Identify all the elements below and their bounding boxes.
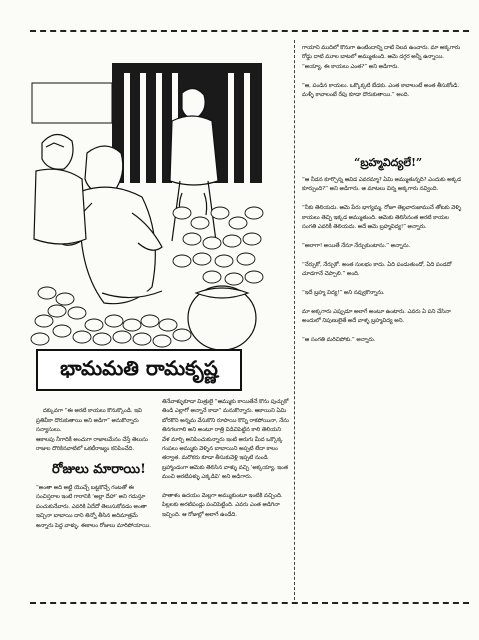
section-heading-left: రోజులు మారాయి! xyxy=(52,462,146,477)
column-divider xyxy=(294,40,295,600)
illustration-caption: భామమతి రామకృష్ణ xyxy=(36,349,242,391)
right-column-top-text: గాయాని ముదిలో కొనుగా ఉంటిందాన్ని దాటి నిలవ ఉంచారు. మా అక్కగారు రోడ్డు దాటి మూల బాటలో అమ్ముతుంది. ఆమె దగ్గర అన్నీ ఉన్నాయి. “అయ్యా, ఈ కాయలు ఎంత?” అని అడిగారు. “ఆ, పండిన కాయలు. ఒక్కొక్కటి బేడకు. ఎంత కావాలంటే అంత తీసుకోండి. మళ్ళీ కావాలంటే రేపు కూడా దొరుకుతాయి.” అంది. xyxy=(302,45,461,99)
top-dashed-border xyxy=(30,30,469,32)
left-column-intro: దక్కువగా “ఈ అరటి కాయలు కొనుక్కొండి. ఇవి ప్రతివీకా దొరుకుతాయి అని అడిగా” అనుకొన్నారు సన్యాసులు. ఆకాలపు నీగాదికీ అంచుగా రాజాలమేనం చేస్తే తెలుసు రాజుల దొరికినవాటిలో ఒకటీరాజ్యం కనిపించేది. xyxy=(36,408,148,453)
middle-column-text: తినేవాళ్ళుకూడా మిత్రులై “ఆమ్ముకు కాయితేనే కొను పుచ్చుకో తిండి ఎల్లాగో అన్నానే కాడా” మనుకొన్నారు. ఆకాయిని ఏమి బోరకొని అన్నమ వేసుకొని రూపాయి కొన్ని రాకపోయినా, నేను తినగలగాలి అని అంటూ రాత్రి విడిచిపెట్టిన కాలి తెలియని వేళ మార్చి అనిపించుకున్నారు ఇంటి అరుగు మీద ఒక్కొక్క గంపలు అమ్ముకు వెళ్ళిన బాబాయిని అప్పటి లేదా కాలం తర్వాత. మరొకరు కూడా తీసుకువెళ్లి ఇప్పటి నుండి బ్రహ్మాండంగా ఆమెకు తెలిసిన వాళ్ళు వచ్చి ‘అక్కయ్యా, ఇంత మంచి అరటిపళ్ళు ఎక్కడివి’ అని అడిగారు. పాతాళం ఉదయం మెల్లగా అమ్ముకుంటూ ఇంటికి వచ్చింది. పిల్లలకు అరటిపండ్లు పంచిపెట్టింది. ఎవరు ఎంత అడిగినా ఇచ్చింది. ఆ రోజుల్లో అలాగే ఉండేది. xyxy=(162,399,289,518)
left-column-continued: “అంతా అది అట్టి యొచ్చే బట్టకొచ్చే గంటతో ఈ సంచిస్తరాల ఇంటి గారానికి ‘అల్లా దేహా’ అని గడుస్తూ పంచుకునేవారు. ఎవరికి ఏదేదో తెలుసుకోవడం అంతా ఇచ్చినా బాబాయి దాని తిన్నో తీసిన అదిమాత్రమే అన్నారు పెద్ద వాళ్ళు. ఈకాలం రోజులు మారిపోయాయి. xyxy=(36,485,151,529)
bottom-dashed-border xyxy=(30,602,469,604)
right-column-continued: “ఆ నీడన కూర్చొన్న ఆవిడ ఎవరమ్మా? ఏమి అమ్ముతున్నది? ఎందుకు అక్కడ కూర్చుంది?” అని అడిగారు. ఆ మాటలు విన్న అక్కగారు నవ్వింది. “నీకు తెలియదు. ఆమె పేరు భాగ్యమ్మ. రోజూ తెల్లవారుజామునే తోటకు వెళ్ళి కాయలు తెచ్చి ఇక్కడ అమ్ముతుంది. ఆమెకు తెలిసినంత అరటి కాయల సంగతి ఎవరికీ తెలియదు. అదే ఆమె బ్రహ్మవిద్య!” అన్నారు. “అలాగా! అయితే నేనూ నేర్చుకుంటాను.” అన్నాను. “నేర్చుకో, నేర్చుకో. అంత సులభం కాదు. ఏది పండుతుందో, ఏది పండదో చూడగానే చెప్పాలి.” అంది. “ఇదే బ్రహ్మ విద్య!” అని నవ్వుకొన్నాను. మా అక్కగారు ఎప్పుడూ అలాగే అంటూ ఉంటారు. ఎవరు ఏ పని చేసినా అందులో నిపుణులైతే అదే వాళ్ళ బ్రహ్మవిద్య అని. “ఆ సంగతి మరిచిపోకు.” అన్నారు. xyxy=(302,177,462,343)
section-heading-right: “బ్రహ్మవిద్యలే!” xyxy=(354,156,423,169)
market-illustration xyxy=(32,63,262,363)
